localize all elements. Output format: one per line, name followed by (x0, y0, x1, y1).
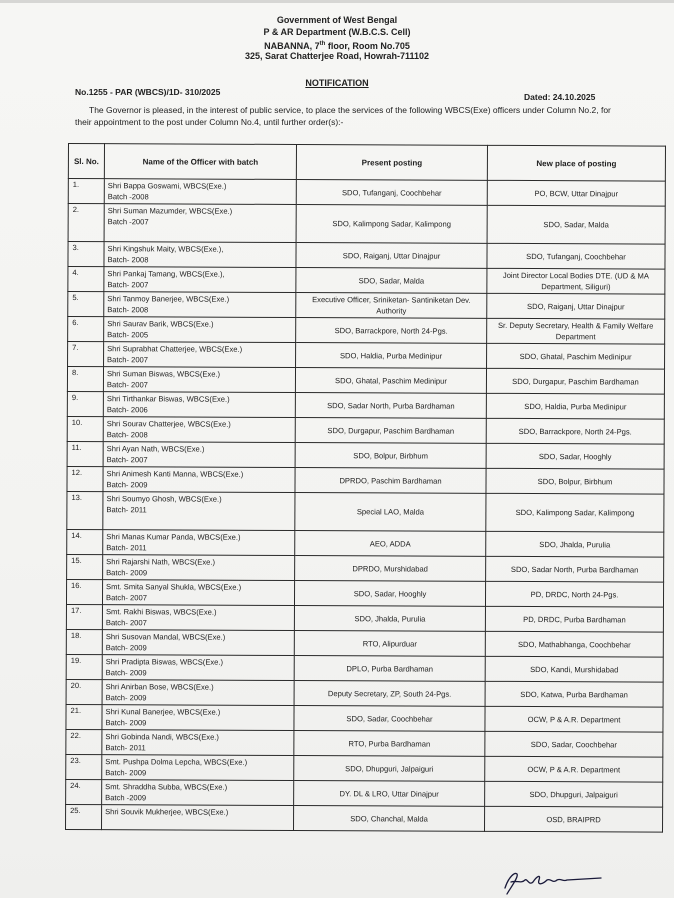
officer-name: Shri Susovan Mandal, WBCS(Exe.) (105, 632, 226, 642)
cell-new-posting: SDO, Durgapur, Paschim Bardhaman (486, 368, 664, 394)
cell-new-posting: SDO, Sadar, Malda (487, 205, 665, 244)
cell-sl-no: 2. (68, 204, 104, 242)
header-office-sup: th (319, 41, 326, 47)
cell-officer-name (104, 317, 296, 343)
cell-new-posting: Sr. Deputy Secretary, Health & Family Welfare Department (487, 318, 665, 344)
cell-officer-name (102, 755, 294, 781)
officer-batch: Batch- 2009 (106, 568, 148, 578)
cell-officer-name (103, 467, 295, 493)
cell-sl-no: 12. (67, 466, 103, 491)
header-office-pre: NABANNA, 7 (264, 41, 320, 51)
officer-batch: Batch -2009 (105, 793, 147, 803)
officer-batch: Batch- 2008 (107, 305, 149, 315)
page-top-edge (0, 0, 674, 3)
cell-officer-name (102, 580, 294, 606)
cell-present-posting: DY. DL & LRO, Uttar Dinajpur (294, 780, 485, 806)
cell-officer-name (102, 780, 294, 806)
cell-sl-no: 7. (68, 342, 104, 367)
header-present-posting: Present posting (296, 144, 487, 180)
cell-officer-name (102, 605, 294, 631)
cell-present-posting: SDO, Raiganj, Uttar Dinajpur (296, 242, 487, 268)
cell-sl-no: 13. (67, 491, 103, 529)
cell-officer-name (103, 417, 295, 443)
cell-sl-no: 25. (66, 804, 102, 829)
cell-officer-name (102, 630, 294, 656)
cell-sl-no: 10. (67, 416, 103, 441)
table-row (66, 804, 663, 832)
table-row (66, 629, 663, 657)
officer-name: Shri Kingshuk Maity, WBCS(Exe.), (107, 244, 224, 254)
header-new-posting: New place of posting (487, 145, 665, 181)
header-address: 325, Sarat Chatterjee Road, Howrah-711102 (244, 51, 430, 61)
cell-new-posting: SDO, Jhalda, Purulia (486, 531, 664, 557)
officer-name: Shri Pradipta Biswas, WBCS(Exe.) (105, 657, 224, 667)
signature-icon (497, 868, 607, 896)
cell-present-posting: Special LAO, Malda (295, 492, 486, 531)
cell-new-posting: SDO, Kalimpong Sadar, Kalimpong (486, 493, 664, 532)
officer-batch: Batch -2007 (107, 217, 149, 227)
table-body (66, 179, 666, 833)
cell-officer-name (104, 204, 296, 243)
officer-name: Shri Gobinda Nandi, WBCS(Exe.) (105, 732, 219, 742)
cell-new-posting: SDO, Bolpur, Birbhum (486, 468, 664, 494)
cell-officer-name (103, 367, 295, 393)
cell-sl-no: 14. (67, 529, 103, 554)
cell-officer-name (104, 292, 296, 318)
cell-new-posting: PO, BCW, Uttar Dinajpur (487, 180, 665, 206)
cell-officer-name (103, 392, 295, 418)
cell-present-posting: SDO, Chanchal, Malda (294, 805, 485, 831)
cell-present-posting: SDO, Haldia, Purba Medinipur (296, 342, 487, 368)
cell-present-posting: SDO, Sadar North, Purba Bardhaman (295, 392, 486, 418)
table-row (67, 554, 664, 582)
officer-name: Shri Pankaj Tamang, WBCS(Exe.), (107, 269, 225, 279)
header-department: P & AR Department (W.B.C.S. Cell) (263, 27, 411, 37)
table-row (66, 654, 663, 682)
officer-batch: Batch- 2009 (105, 693, 147, 703)
cell-present-posting: SDO, Jhalda, Purulia (294, 605, 485, 631)
cell-new-posting: SDO, Tufanganj, Coochbehar (487, 243, 665, 269)
officer-name: Smt. Shraddha Subba, WBCS(Exe.) (105, 782, 228, 792)
reference-number: No.1255 - PAR (WBCS)/1D- 310/2025 (75, 87, 221, 97)
cell-present-posting: SDO, Sadar, Hooghly (294, 580, 485, 606)
officer-name: Smt. Pushpa Dolma Lepcha, WBCS(Exe.) (105, 757, 248, 767)
officer-name: Shri Anirban Bose, WBCS(Exe.) (105, 682, 214, 692)
table-row (67, 491, 664, 532)
officer-batch: Batch- 2007 (107, 280, 149, 290)
cell-present-posting: Deputy Secretary, ZP, South 24-Pgs. (294, 680, 485, 706)
officer-batch: Batch- 2007 (106, 380, 148, 390)
cell-new-posting: SDO, Raiganj, Uttar Dinajpur (487, 293, 665, 319)
cell-sl-no: 9. (67, 391, 103, 416)
cell-present-posting: SDO, Sadar, Coochbehar (294, 705, 485, 731)
cell-officer-name (102, 705, 294, 731)
cell-officer-name (103, 530, 295, 556)
cell-present-posting: RTO, Purba Bardhaman (294, 730, 485, 756)
officer-batch: Batch- 2007 (106, 455, 148, 465)
officer-batch: Batch- 2006 (106, 405, 148, 415)
officer-name: Shri Bappa Goswami, WBCS(Exe.) (107, 181, 227, 191)
officer-name: Smt. Smita Sanyal Shukla, WBCS(Exe.) (106, 582, 242, 592)
cell-sl-no: 15. (67, 554, 103, 579)
table-row (66, 754, 663, 782)
cell-officer-name (102, 655, 294, 681)
cell-officer-name (104, 267, 296, 293)
cell-new-posting: Joint Director Local Bodies DTE. (UD & MA Department, Siliguri) (487, 268, 665, 294)
officer-batch: Batch- 2007 (105, 618, 147, 628)
notification-title: NOTIFICATION (305, 78, 369, 88)
table-row (68, 179, 665, 207)
cell-new-posting: OCW, P & A.R. Department (485, 756, 663, 782)
table-header-row (68, 144, 665, 182)
cell-sl-no: 3. (68, 242, 104, 267)
cell-sl-no: 18. (66, 629, 102, 654)
officer-name: Shri Animesh Kanti Manna, WBCS(Exe.) (106, 469, 244, 479)
cell-sl-no: 17. (66, 604, 102, 629)
officer-batch: Batch- 2009 (105, 668, 147, 678)
cell-officer-name (102, 680, 294, 706)
cell-sl-no: 8. (67, 367, 103, 392)
officer-name: Shri Ayan Nath, WBCS(Exe.) (106, 444, 205, 454)
officer-name: Shri Soumyo Ghosh, WBCS(Exe.) (106, 494, 222, 504)
cell-sl-no: 20. (66, 679, 102, 704)
officer-name: Shri Manas Kumar Panda, WBCS(Exe.) (106, 532, 241, 542)
cell-new-posting: OCW, P & A.R. Department (485, 706, 663, 732)
officer-name: Shri Souvik Mukherjee, WBCS(Exe.) (105, 807, 229, 817)
cell-present-posting: SDO, Ghatal, Paschim Medinipur (295, 367, 486, 393)
cell-present-posting: RTO, Alipurduar (294, 630, 485, 656)
table-row (66, 579, 663, 607)
cell-present-posting: SDO, Barrackpore, North 24-Pgs. (296, 317, 487, 343)
officer-name: Shri Tirthankar Biswas, WBCS(Exe.) (106, 394, 230, 404)
table-row (67, 367, 664, 395)
header-government: Government of West Bengal (276, 15, 398, 25)
table-row (67, 416, 664, 444)
table-row (67, 441, 664, 469)
officer-batch: Batch -2008 (107, 192, 149, 202)
table-row (67, 466, 664, 494)
officer-batch: Batch- 2009 (105, 643, 147, 653)
cell-sl-no: 4. (68, 267, 104, 292)
officer-batch: Batch- 2011 (105, 743, 146, 753)
officer-name: Shri Sourav Chatterjee, WBCS(Exe.) (106, 419, 231, 429)
officer-batch: Batch- 2009 (105, 768, 147, 778)
officer-batch: Batch- 2009 (105, 718, 147, 728)
cell-officer-name (103, 555, 295, 581)
officer-batch: Batch- 2009 (106, 480, 148, 490)
cell-sl-no: 22. (66, 729, 102, 754)
table-row (68, 267, 665, 295)
cell-present-posting: DPLO, Purba Bardhaman (294, 655, 485, 681)
cell-officer-name (103, 442, 295, 468)
cell-sl-no: 5. (68, 292, 104, 317)
cell-new-posting: SDO, Sadar, Hooghly (486, 443, 664, 469)
cell-new-posting: SDO, Katwa, Purba Bardhaman (485, 681, 663, 707)
officer-batch: Batch- 2007 (107, 355, 149, 365)
notification-date: Dated: 24.10.2025 (524, 92, 596, 102)
cell-sl-no: 24. (66, 779, 102, 804)
table-row (66, 729, 663, 757)
cell-new-posting: SDO, Kandi, Murshidabad (485, 656, 663, 682)
table-row (68, 242, 665, 270)
officer-name: Shri Suman Mazumder, WBCS(Exe.) (107, 206, 233, 216)
cell-sl-no: 21. (66, 704, 102, 729)
cell-new-posting: SDO, Dhupguri, Jalpaiguri (485, 781, 663, 807)
officer-name: Shri Tanmoy Banerjee, WBCS(Exe.) (107, 294, 230, 304)
table-row (68, 317, 665, 345)
header-officer-name: Name of the Officer with batch (104, 144, 296, 180)
cell-new-posting: PD, DRDC, Purba Bardhaman (485, 606, 663, 632)
cell-present-posting: DPRDO, Paschim Bardhaman (295, 467, 486, 493)
cell-sl-no: 19. (66, 654, 102, 679)
table-row (66, 679, 663, 707)
cell-present-posting: Executive Officer, Sriniketan- Santiniketan Dev. Authority (296, 292, 487, 318)
table-row (68, 204, 665, 245)
table-row (68, 342, 665, 370)
header-sl-no: Sl. No. (68, 144, 104, 179)
cell-officer-name (102, 730, 294, 756)
cell-present-posting: DPRDO, Murshidabad (295, 555, 486, 581)
officer-batch: Batch- 2011 (106, 543, 147, 553)
officer-name: Shri Kunal Banerjee, WBCS(Exe.) (105, 707, 221, 717)
officer-batch: Batch- 2008 (107, 255, 149, 265)
cell-sl-no: 1. (68, 179, 104, 204)
cell-new-posting: SDO, Haldia, Purba Medinipur (486, 393, 664, 419)
cell-new-posting: SDO, Sadar North, Purba Bardhaman (486, 556, 664, 582)
officer-batch: Batch- 2011 (106, 505, 147, 515)
table-row (68, 292, 665, 320)
cell-present-posting: SDO, Tufanganj, Coochbehar (296, 179, 487, 205)
header-office-post: floor, Room No.705 (325, 41, 410, 51)
cell-officer-name (102, 805, 294, 831)
officer-name: Shri Suprabhat Chatterjee, WBCS(Exe.) (107, 344, 243, 354)
cell-new-posting: OSD, BRAIPRD (485, 806, 663, 832)
cell-sl-no: 6. (68, 317, 104, 342)
cell-present-posting: SDO, Kalimpong Sadar, Kalimpong (296, 204, 487, 243)
cell-officer-name (104, 242, 296, 268)
cell-sl-no: 23. (66, 754, 102, 779)
cell-new-posting: SDO, Sadar, Coochbehar (485, 731, 663, 757)
officer-name: Shri Rajarshi Nath, WBCS(Exe.) (106, 557, 216, 567)
officer-batch (105, 817, 290, 818)
cell-new-posting: SDO, Barrackpore, North 24-Pgs. (486, 418, 664, 444)
table-row (67, 529, 664, 557)
cell-sl-no: 16. (66, 579, 102, 604)
cell-present-posting: SDO, Sadar, Malda (296, 267, 487, 293)
officer-name: Shri Suman Biswas, WBCS(Exe.) (106, 369, 221, 379)
cell-present-posting: SDO, Bolpur, Birbhum (295, 442, 486, 468)
cell-present-posting: SDO, Dhupguri, Jalpaiguri (294, 755, 485, 781)
table-row (66, 779, 663, 807)
cell-new-posting: SDO, Ghatal, Paschim Medinipur (487, 343, 665, 369)
table-row (66, 704, 663, 732)
cell-sl-no: 11. (67, 441, 103, 466)
table-row (67, 391, 664, 419)
officer-batch: Batch- 2008 (106, 430, 148, 440)
cell-new-posting: SDO, Mathabhanga, Coochbehar (485, 631, 663, 657)
officer-batch: Batch- 2005 (107, 330, 149, 340)
officer-batch: Batch- 2007 (105, 593, 147, 603)
officer-name: Shri Saurav Barik, WBCS(Exe.) (107, 319, 214, 329)
cell-present-posting: AEO, ADDA (295, 530, 486, 556)
officer-name: Smt. Rakhi Biswas, WBCS(Exe.) (105, 607, 217, 617)
cell-present-posting: SDO, Durgapur, Paschim Bardhaman (295, 417, 486, 443)
cell-officer-name (104, 179, 296, 205)
cell-officer-name (103, 492, 295, 531)
transfer-table (65, 143, 666, 833)
table-row (66, 604, 663, 632)
cell-officer-name (104, 342, 296, 368)
cell-new-posting: PD, DRDC, North 24-Pgs. (485, 581, 663, 607)
notification-body: The Governor is pleased, in the interest of public service, to place the services of the following WBCS(Exe) officers under Column No.2, for their appointment to the post under Column No.4, until further order(s):- (75, 105, 611, 127)
